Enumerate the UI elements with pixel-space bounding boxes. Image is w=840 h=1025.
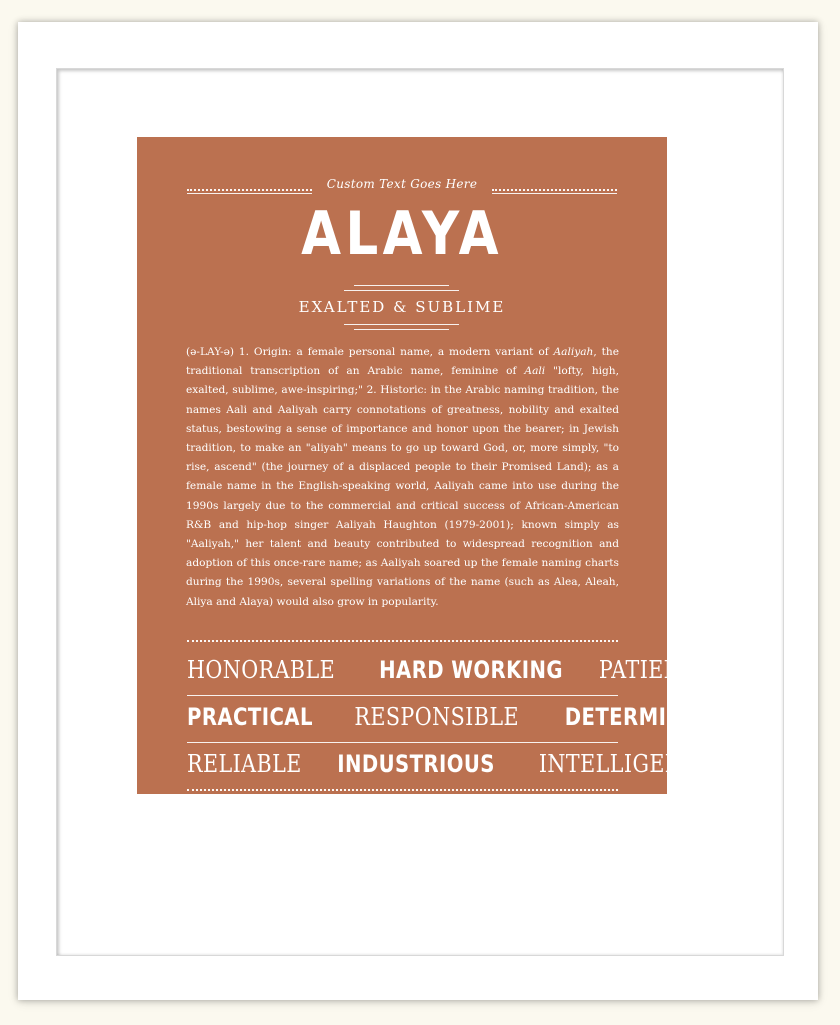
traits-row-1 bbox=[187, 656, 697, 696]
rule-above-meaning bbox=[354, 285, 449, 286]
rule-above-meaning-2 bbox=[344, 290, 459, 291]
custom-text: Custom Text Goes Here bbox=[326, 177, 478, 191]
trait: RESPONSIBLE bbox=[353, 703, 519, 731]
trait: HARD WORKING bbox=[379, 656, 564, 684]
trait: HONORABLE bbox=[187, 656, 336, 684]
trait: INTELLIGENT bbox=[538, 750, 698, 778]
rule-below-meaning bbox=[344, 324, 459, 325]
dotted-ornament-left bbox=[187, 189, 312, 194]
trait: INDUSTRIOUS bbox=[337, 750, 496, 778]
traits-rule-2 bbox=[187, 742, 618, 743]
dotted-divider-top bbox=[187, 640, 618, 642]
trait: RELIABLE bbox=[187, 750, 302, 778]
trait: PATIENT bbox=[599, 656, 697, 684]
definition-text-3: "lofty, high, exalted, sublime, awe-inspiring;" 2. Historic: in the Arabic naming tradition, the names Aali and Aaliyah carry connotations of greatness, nobility and exalted status, bestowing a sense of importance and honor upon the bearer; in Jewish tradition, to make an "aliyah" means to go up toward God, or, more simply, "to rise, ascend" (the journey of a displaced people to their Promised Land); as a female name in the English-speaking world, Aaliyah came into use during the 1990s largely due to the commercial and critical success of African-American R&B and hip-hop singer Aaliyah Haughton (1979-2001); known simply as "Aaliyah," her talent and beauty contributed to widespread recognition and adoption of this once-rare name; as Aaliyah soared up the female naming charts during the 1990s, several spelling variations of the name (such as Alea, Aleah, Aliya and Alaya) would also grow in popularity. bbox=[186, 365, 619, 608]
name-print bbox=[137, 137, 714, 794]
definition-text-2: , the traditional transcription of an Arabic name, feminine of bbox=[186, 346, 619, 378]
name-meaning: EXALTED & SUBLIME bbox=[298, 298, 506, 316]
traits-row-3 bbox=[187, 750, 698, 790]
dotted-ornament-right bbox=[492, 189, 617, 194]
trait: PRACTICAL bbox=[187, 703, 313, 731]
traits-row-2 bbox=[187, 703, 714, 743]
trait: DETERMINED bbox=[564, 703, 714, 731]
name-definition bbox=[186, 343, 619, 612]
traits-rule-1 bbox=[187, 695, 618, 696]
definition-italic-aaliyah: Aaliyah bbox=[553, 346, 594, 358]
name-title: ALAYA bbox=[301, 199, 503, 269]
definition-italic-aali: Aali bbox=[524, 365, 546, 378]
definition-text-1: (ə-LAY-ə) 1. Origin: a female personal name, a modern variant of bbox=[186, 346, 554, 358]
dotted-divider-bottom bbox=[187, 789, 618, 791]
rule-below-meaning-2 bbox=[354, 329, 449, 330]
